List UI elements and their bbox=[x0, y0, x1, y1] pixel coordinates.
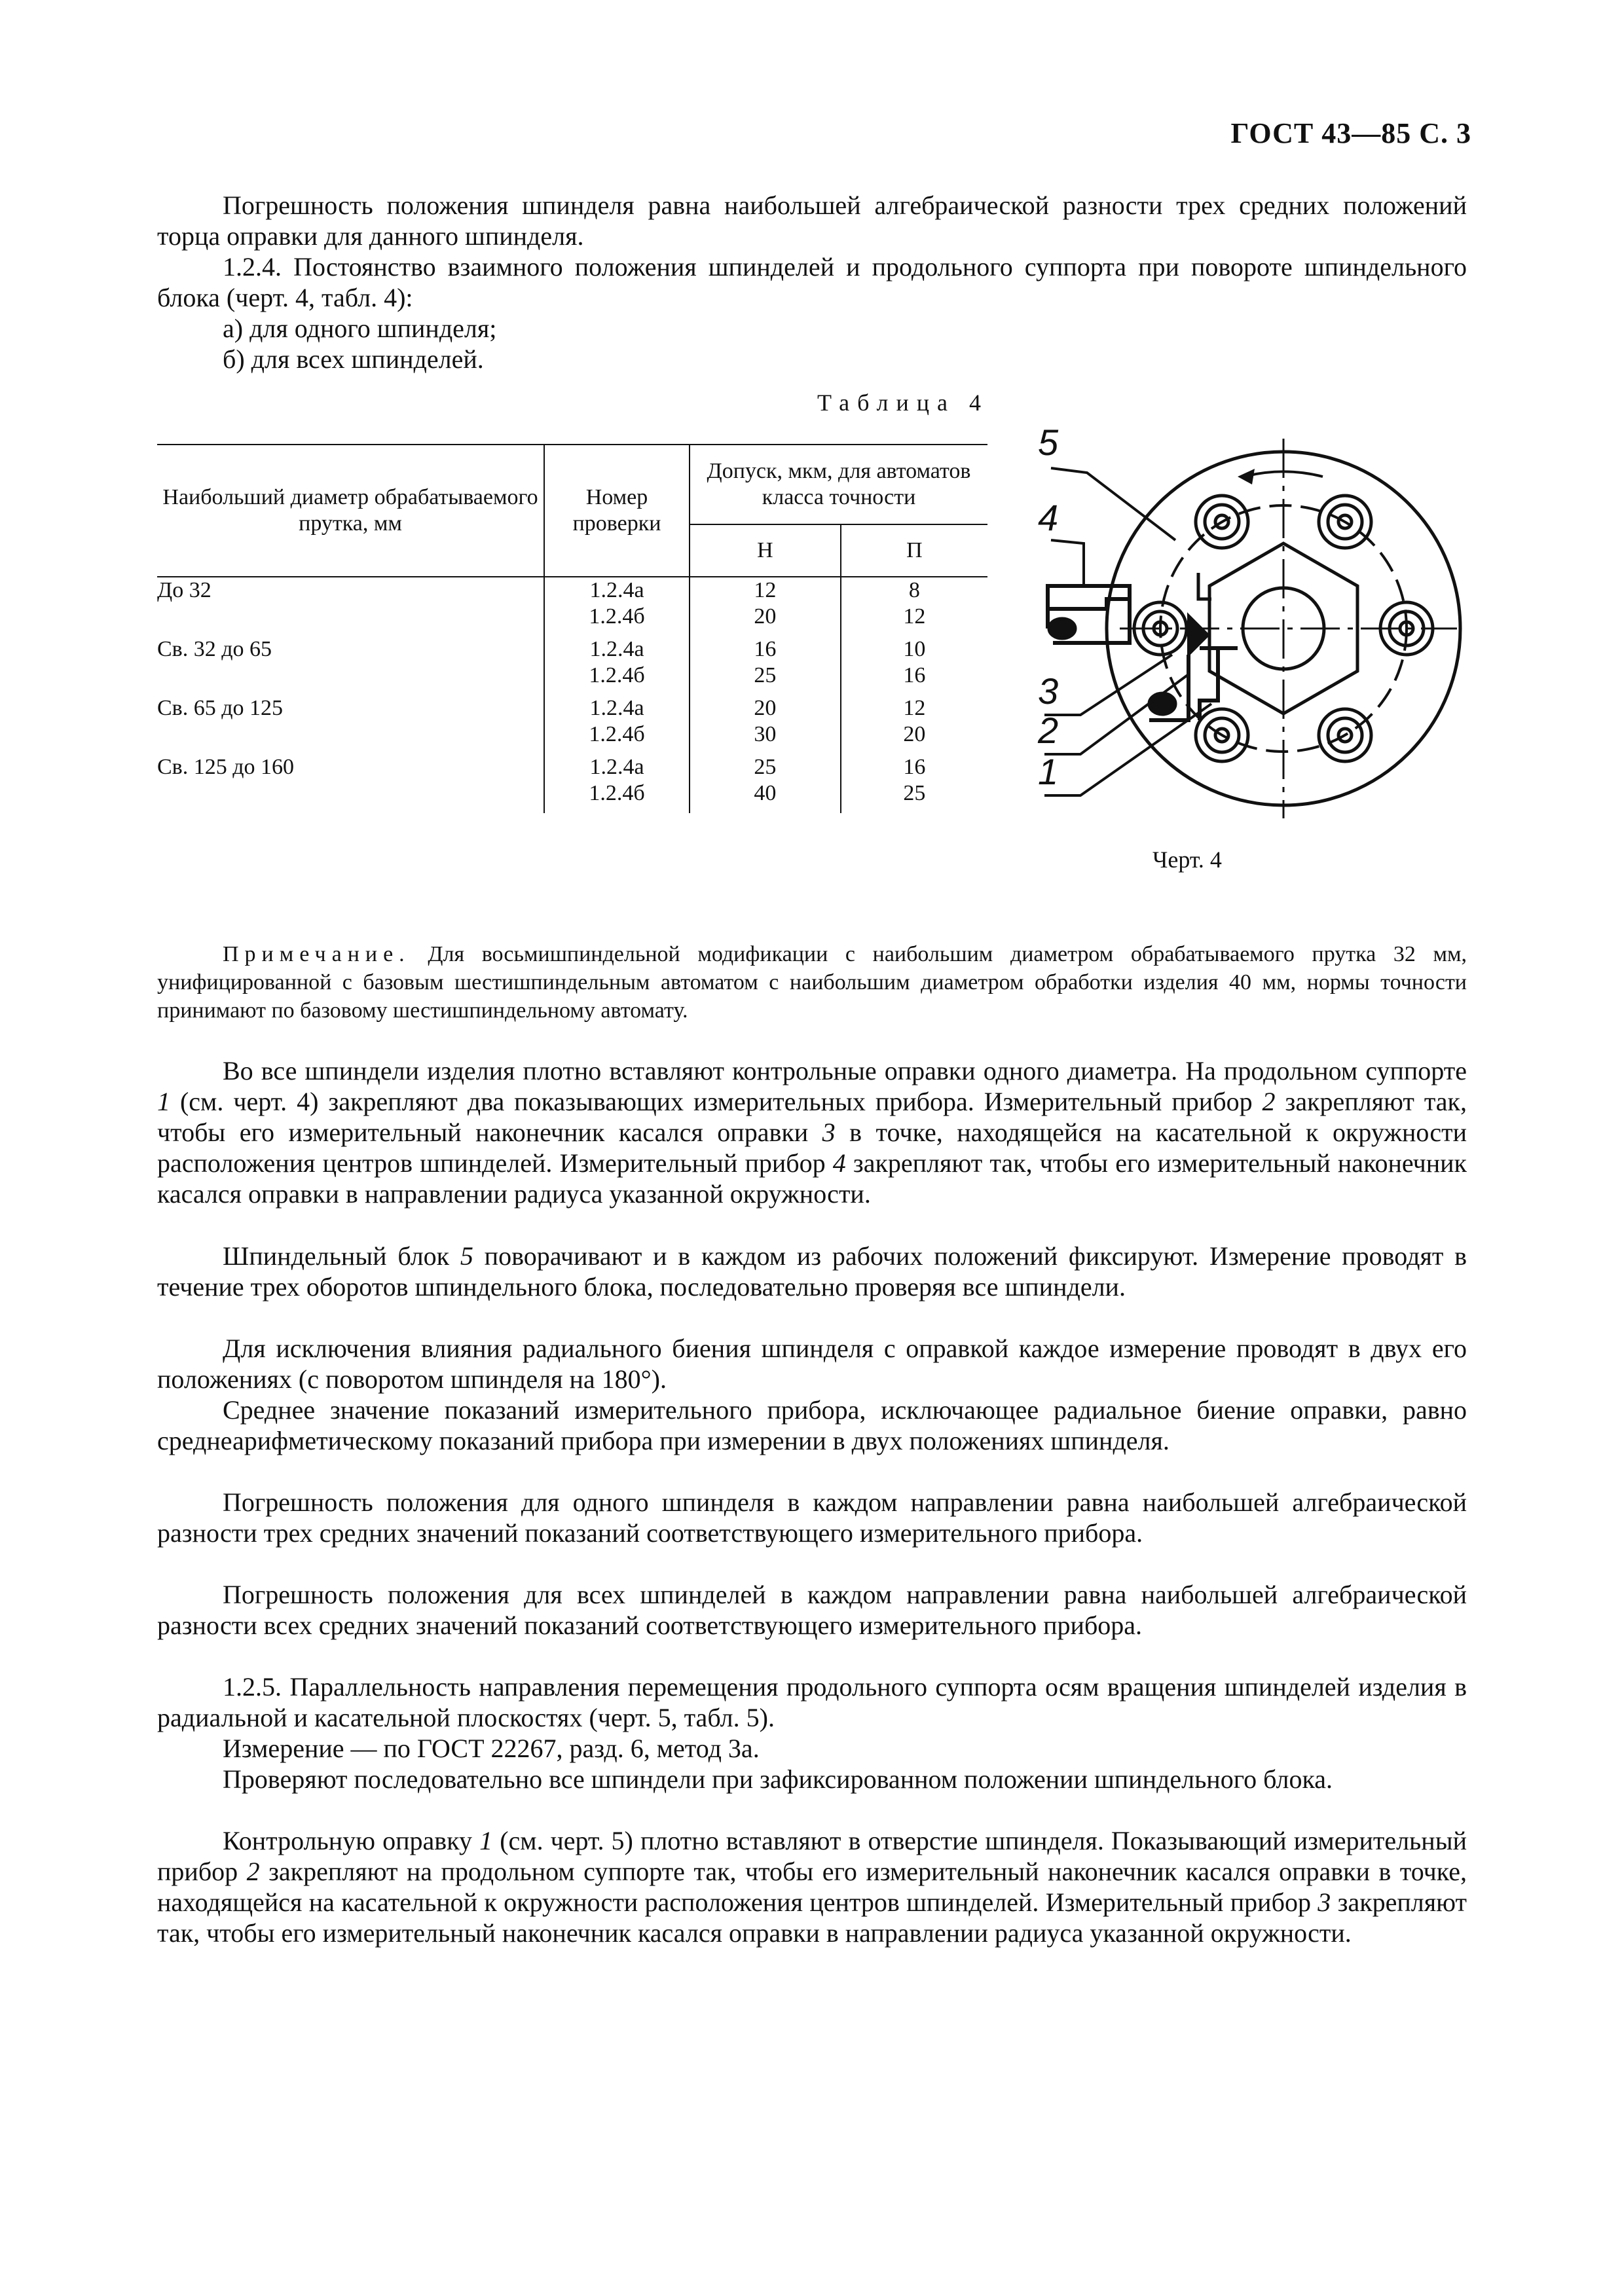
page-header: ГОСТ 43—85 С. 3 bbox=[1230, 117, 1471, 149]
cell-class-p: 12 20 bbox=[903, 696, 926, 746]
col-header-tolerance: Допуск, мкм, для автоматов класса точности bbox=[690, 445, 987, 524]
label-4: 4 bbox=[1038, 497, 1059, 538]
cell-diameter: Св. 125 до 160 bbox=[157, 754, 544, 813]
cell-check: 1.2.4а 1.2.4б bbox=[544, 636, 690, 695]
intro-paragraph: Погрешность положения шпинделя равна наибольшей алгебраической разности трех средних положений торца оправки для данного шпинделя. bbox=[157, 191, 1467, 251]
body-paragraph-4: Среднее значение показаний измерительного прибора, исключающее радиальное биение оправки, равно среднеарифметическому показаний прибора при измерении в двух положениях шпинделя. bbox=[157, 1395, 1467, 1455]
body-paragraph-8: Измерение — по ГОСТ 22267, разд. 6, метод 3а. bbox=[223, 1734, 760, 1763]
body-paragraph-2: Шпиндельный блок 5 поворачивают и в каждом из рабочих положений фиксируют. Измерение проводят в течение трех оборотов шпиндельного блока, последовательно проверяя все шпиндели. bbox=[157, 1241, 1467, 1302]
table-row bbox=[157, 636, 987, 695]
table-row bbox=[157, 754, 987, 813]
indicator-4-body bbox=[1048, 586, 1130, 609]
col-header-class-p: П bbox=[841, 524, 987, 577]
cell-class-p: 16 25 bbox=[903, 755, 926, 805]
body-paragraph-3: Для исключения влияния радиального биения шпинделя с оправкой каждое измерение проводят в двух его положениях (с поворотом шпинделя на 180°). bbox=[157, 1334, 1467, 1394]
cell-check: 1.2.4а 1.2.4б bbox=[544, 754, 690, 813]
cell-diameter: До 32 bbox=[157, 577, 544, 636]
table-row bbox=[157, 695, 987, 754]
label-1: 1 bbox=[1038, 751, 1059, 792]
label-2: 2 bbox=[1038, 710, 1059, 751]
col-header-class-h: Н bbox=[690, 524, 841, 577]
cell-class-p: 10 16 bbox=[903, 637, 926, 687]
tolerance-table bbox=[157, 444, 987, 813]
cell-class-h: 16 25 bbox=[690, 636, 841, 695]
cell-check: 1.2.4а 1.2.4б bbox=[544, 695, 690, 754]
col-header-check: Номер проверки bbox=[544, 445, 690, 577]
cell-diameter: Св. 65 до 125 bbox=[157, 695, 544, 754]
cell-class-p: 8 12 bbox=[903, 578, 926, 629]
list-item-b: б) для всех шпинделей. bbox=[223, 344, 484, 374]
table-caption: Таблица 4 bbox=[817, 390, 989, 416]
body-paragraph-5: Погрешность положения для одного шпинделя в каждом направлении равна наибольшей алгебраической разности трех средних значений показаний соответствующего измерительного прибора. bbox=[157, 1487, 1467, 1548]
cell-check: 1.2.4а 1.2.4б bbox=[544, 577, 690, 636]
note-text: Для восьмишпиндельной модификации с наибольшим диаметром обрабатываемого прутка 32 мм, унифицированной с базовым шестишпиндельным автоматом с наибольшим диаметром обработки изделия 40 мм, нормы точности принимают по базовому шестишпиндельному автомату. bbox=[157, 942, 1467, 1023]
cell-class-h: 12 20 bbox=[690, 577, 841, 636]
cell-class-h: 20 30 bbox=[690, 695, 841, 754]
body-paragraph-9: Проверяют последовательно все шпиндели при зафиксированном положении шпиндельного блока. bbox=[223, 1764, 1333, 1794]
body-paragraph-1: Во все шпиндели изделия плотно вставляют контрольные оправки одного диаметра. На продольном суппорте 1 (см. черт. 4) закрепляют два показывающих измерительных прибора. Измерительный прибор 2 закрепляют так, чтобы его измерительный наконечник касался оправки 3 в точке, находящейся на касательной к окружности расположения центров шпинделей. Измерительный прибор 4 закрепляют так, чтобы его измерительный наконечник касался оправки в направлении радиуса указанной окружности. bbox=[157, 1056, 1467, 1209]
col-header-diameter: Наибольший диаметр обрабатываемого прутка, мм bbox=[157, 445, 544, 577]
leader-4 bbox=[1051, 540, 1084, 586]
drawing-4 bbox=[1022, 412, 1467, 818]
figure-caption: Черт. 4 bbox=[1152, 847, 1222, 873]
list-item-a: а) для одного шпинделя; bbox=[223, 314, 497, 343]
indicator-4-tip bbox=[1049, 619, 1075, 638]
section-1-2-4: 1.2.4. Постоянство взаимного положения шпинделей и продольного суппорта при повороте шпиндельного блока (черт. 4, табл. 4): bbox=[157, 252, 1467, 312]
body-paragraph-6: Погрешность положения для всех шпинделей в каждом направлении равна наибольшей алгебраической разности всех средних значений показаний соответствующего измерительного прибора. bbox=[157, 1580, 1467, 1640]
label-3: 3 bbox=[1038, 670, 1059, 712]
body-paragraph-10: Контрольную оправку 1 (см. черт. 5) плотно вставляют в отверстие шпинделя. Показывающий измерительный прибор 2 закрепляют на продольном суппорте так, чтобы его измерительный наконечник касался оправки в точке, находящейся на касательной к окружности расположения центров шпинделей. Измерительный прибор 3 закрепляют так, чтобы его измерительный наконечник касался оправки в направлении радиуса указанной окружности. bbox=[157, 1826, 1467, 1948]
cell-class-h: 25 40 bbox=[690, 754, 841, 813]
table-row bbox=[157, 577, 987, 636]
cell-diameter: Св. 32 до 65 bbox=[157, 636, 544, 695]
note-paragraph bbox=[157, 940, 1467, 1025]
label-5: 5 bbox=[1038, 422, 1059, 463]
body-paragraph-7: 1.2.5. Параллельность направления перемещения продольного суппорта осям вращения шпинделей изделия в радиальной и касательной плоскостях (черт. 5, табл. 5). bbox=[157, 1672, 1467, 1732]
note-label: Примечание. bbox=[223, 942, 411, 966]
